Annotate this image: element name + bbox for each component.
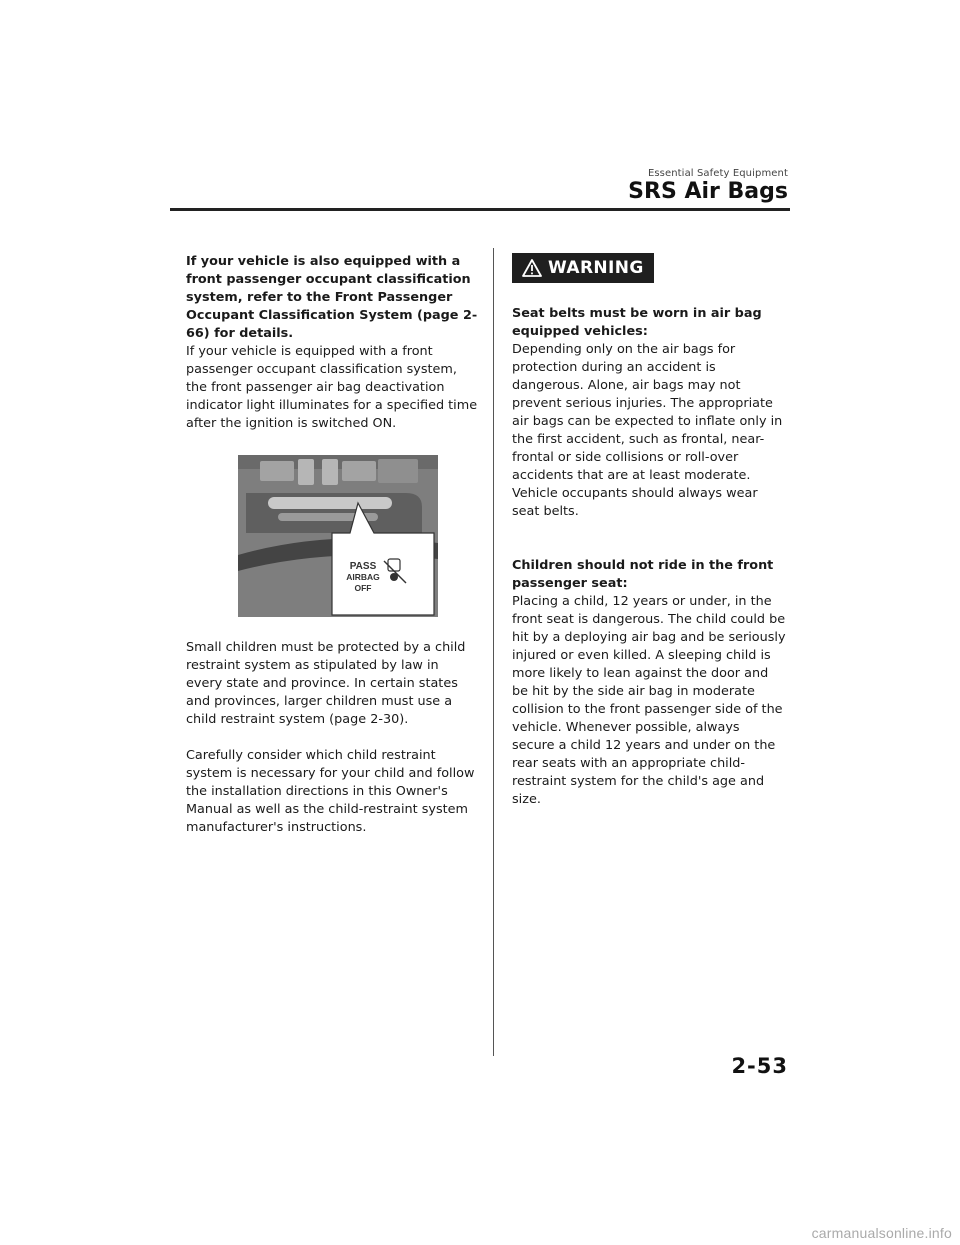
airbag-off-indicator-figure [238,455,438,617]
left-column [186,253,478,855]
right-column [512,253,786,827]
figure-label [338,561,388,594]
child-restraint-paragraph: Carefully consider which child restraint system is necessary for your child and follow the installation directions in this Owner's Manual as well as the child-restraint system manufacturer's instructions. [186,748,475,835]
column-divider [493,248,494,1056]
occupant-classification-note: If your vehicle is also equipped with a front passenger occupant classification system, refer to the Front Passenger Occupant Classification System (page 2-66) for details. [186,254,478,341]
section-label: Essential Safety Equipment [647,168,788,179]
warning-badge [512,253,654,283]
header-divider [170,208,790,211]
child-front-seat-warning-heading: Children should not ride in the front passenger seat: [512,558,774,591]
page-number: 2-53 [731,1054,788,1078]
small-children-paragraph: Small children must be protected by a child restraint system as stipulated by law in every state and province. In certain states and provinces, larger children must use a child restraint system (page 2-30). [186,640,466,727]
seat-belt-warning-text: Depending only on the air bags for protection during an accident is dangerous. Alone, air bags may not prevent serious injuries. The appropriate air bags can be expected to inflate only in the first accident, such as frontal, near-frontal or side collisions or roll-over accidents that are at least moderate. Vehicle occupants should always wear seat belts. [512,342,783,519]
figure-label-line-1: PASS [349,561,377,572]
child-front-seat-warning-text: Placing a child, 12 years or under, in the front seat is dangerous. The child could be hit by a deploying air bag and be seriously injured or even killed. A sleeping child is more likely to lean against the door and be hit by the side air bag in moderate collision to the front passenger side of the vehicle. Whenever possible, always secure a child 12 years and under on the rear seats with an appropriate child-restraint system for the child's age and size. [512,594,786,807]
warning-label: WARNING [548,258,644,278]
warning-triangle-icon [522,259,542,277]
watermark-link[interactable]: carmanualsonline.info [811,1225,952,1241]
seat-belt-warning-heading: Seat belts must be worn in air bag equipped vehicles: [512,306,762,339]
page-title: SRS Air Bags [628,179,788,204]
figure-label-line-2: AIRBAG OFF [346,572,380,593]
indicator-light-description: If your vehicle is equipped with a front passenger occupant classification system, the front passenger air bag deactivation indicator light illuminates for a specified time after the ignition is switched ON. [186,344,478,431]
